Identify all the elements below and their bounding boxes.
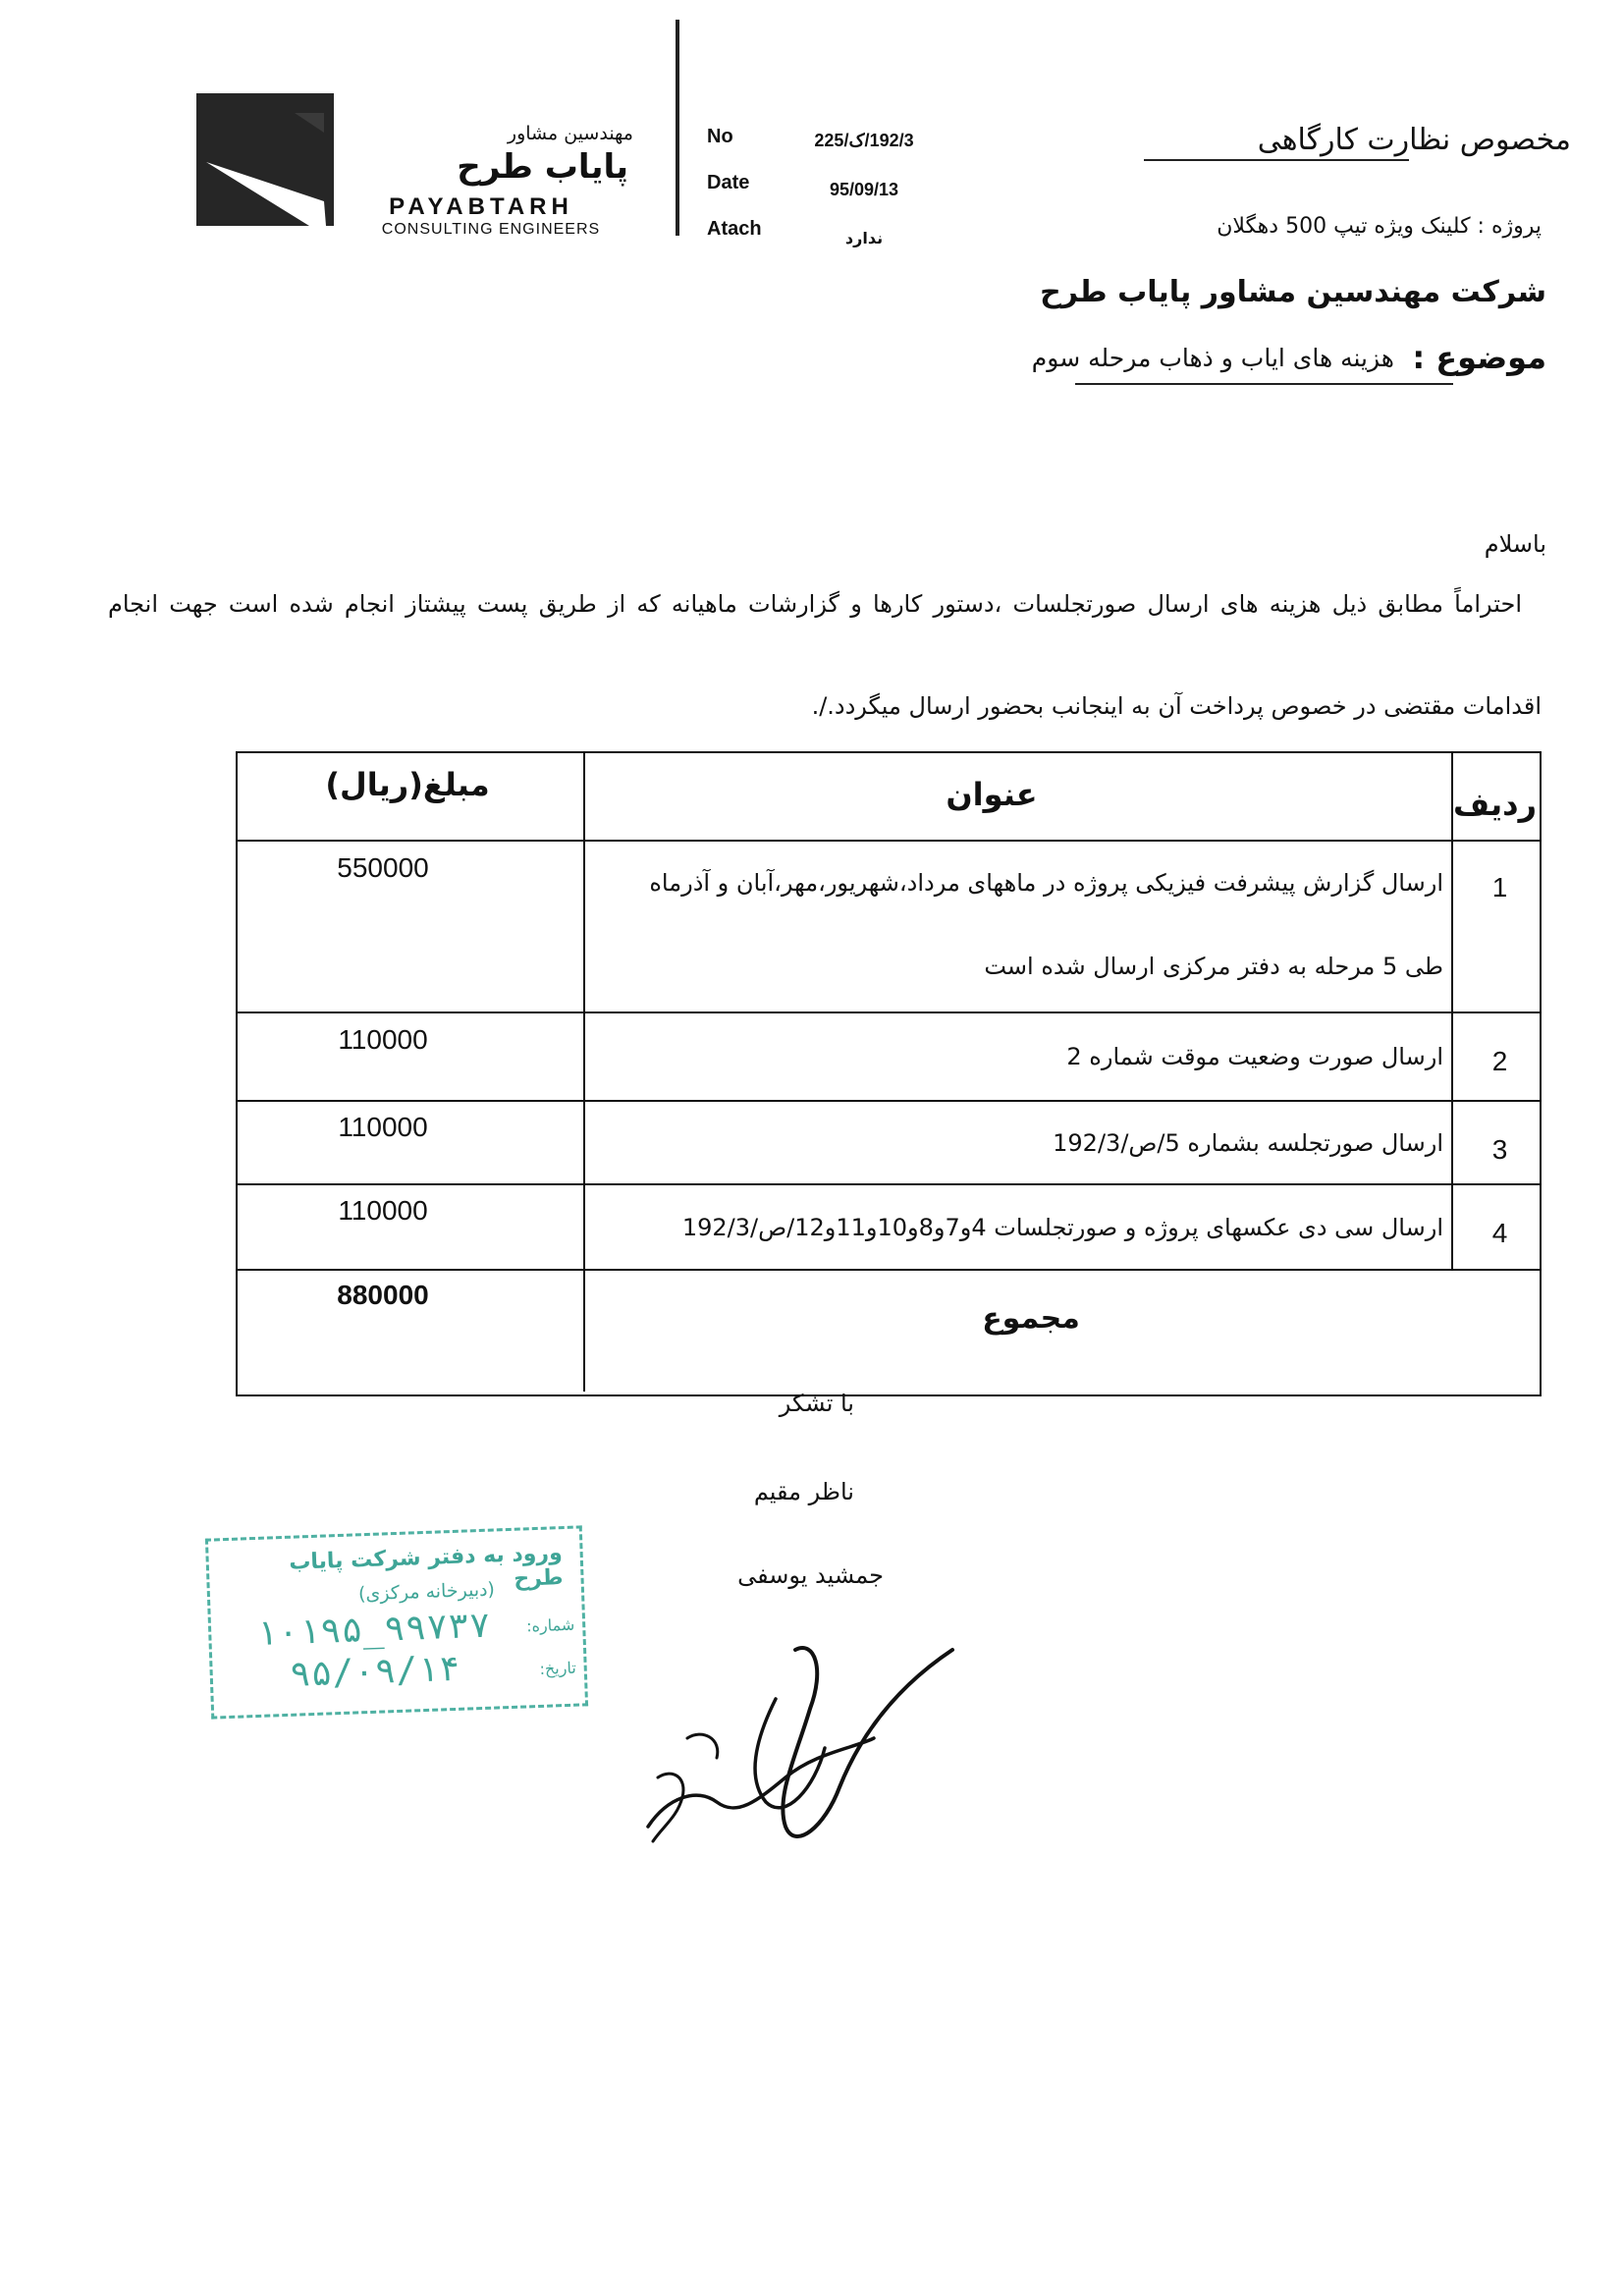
row-number: 1	[1491, 872, 1508, 902]
signer-name: جمشید یوسفی	[737, 1561, 884, 1589]
letter-paragraph-line2: اقدامات مقتضی در خصوص پرداخت آن به اینجانب بحضور ارسال میگردد./.	[811, 692, 1542, 720]
row-number: 3	[1491, 1134, 1508, 1165]
subject-label: موضوع :	[1412, 339, 1546, 376]
row-amount: 110000	[338, 1024, 428, 1055]
row-title-line2: طی 5 مرحله به دفتر مرکزی ارسال شده است	[984, 953, 1443, 980]
letter-paragraph-line1: احتراماً مطابق ذیل هزینه های ارسال صورتجلسات ،دستور کارها و گزارشات ماهیانه که از طریق پست پیشتاز انجام شده است جهت انجام	[108, 590, 1522, 618]
row-number: 4	[1491, 1218, 1508, 1248]
row-amount: 550000	[337, 852, 429, 883]
subject-text: هزینه های ایاب و ذهاب مرحله سوم	[1031, 344, 1394, 372]
header-amount: مبلغ(ریال)	[325, 766, 490, 803]
logo-english-title: PAYABTARH	[389, 193, 573, 220]
date-label: Date	[707, 172, 750, 193]
header-title: عنوان	[946, 776, 1038, 813]
table-column-divider	[1451, 753, 1453, 1269]
header-row: ردیف	[1453, 786, 1537, 823]
row-title-line1: ارسال گزارش پیشرفت فیزیکی پروژه در ماههای مرداد،شهریور،مهر،آبان و آذرماه	[649, 869, 1443, 897]
greeting: باسلام	[1484, 530, 1546, 558]
date-value: 95/09/13	[829, 180, 899, 199]
receipt-stamp	[205, 1525, 588, 1719]
company-logo	[196, 93, 334, 226]
table-column-divider	[583, 753, 585, 1392]
closing-thanks: با تشکر	[779, 1390, 854, 1417]
stamp-date-value: ۹۵/۰۹/۱۴	[289, 1648, 461, 1695]
table-row-divider	[238, 1269, 1540, 1271]
stamp-number-label: شماره:	[525, 1614, 575, 1636]
special-heading: مخصوص نظارت کارگاهی	[1257, 123, 1571, 157]
row-amount: 110000	[338, 1112, 428, 1142]
attach-label: Atach	[707, 218, 762, 240]
header-divider	[676, 20, 679, 236]
table-header-divider	[238, 840, 1540, 842]
stamp-date-label: تاریخ:	[539, 1658, 577, 1678]
attach-value: ندارد	[844, 229, 884, 247]
row-number: 2	[1491, 1046, 1508, 1076]
stamp-title: ورود به دفتر شرکت پایاب طرح	[288, 1541, 564, 1592]
total-label: مجموع	[982, 1301, 1080, 1336]
logo-persian-subtitle: مهندسین مشاور	[507, 123, 633, 144]
signer-role: ناظر مقیم	[753, 1478, 854, 1505]
logo-persian-title: پایاب طرح	[457, 147, 628, 187]
row-title-line1: ارسال صورتجلسه بشماره 5/ص/192/3	[1053, 1129, 1443, 1157]
project-name: پروژه : کلینک ویژه تیپ 500 دهگلان	[1217, 214, 1542, 239]
special-underline	[1144, 159, 1409, 161]
logo-mark-icon	[196, 93, 334, 226]
no-label: No	[707, 126, 733, 147]
table-row-divider	[238, 1183, 1540, 1185]
logo-english-subtitle: CONSULTING ENGINEERS	[381, 221, 601, 238]
subject-underline	[1075, 383, 1453, 385]
stamp-number-value: ۱۰۱۹۵_۹۹۷۳۷	[255, 1605, 492, 1654]
row-amount: 110000	[338, 1195, 428, 1226]
row-title-line1: ارسال سی دی عکسهای پروژه و صورتجلسات 4و7و8و10و11و12/ص/192/3	[681, 1214, 1443, 1241]
row-title-line1: ارسال صورت وضعیت موقت شماره 2	[1066, 1043, 1443, 1070]
handwritten-signature-icon	[628, 1630, 982, 1866]
total-amount: 880000	[337, 1280, 429, 1310]
addressee-company: شرکت مهندسین مشاور پایاب طرح	[1040, 275, 1546, 309]
table-row-divider	[238, 1011, 1540, 1013]
no-value: 192/3/ک/225	[814, 131, 914, 150]
stamp-subtitle: (دبیرخانه مرکزی)	[357, 1578, 496, 1606]
table-row-divider	[238, 1100, 1540, 1102]
